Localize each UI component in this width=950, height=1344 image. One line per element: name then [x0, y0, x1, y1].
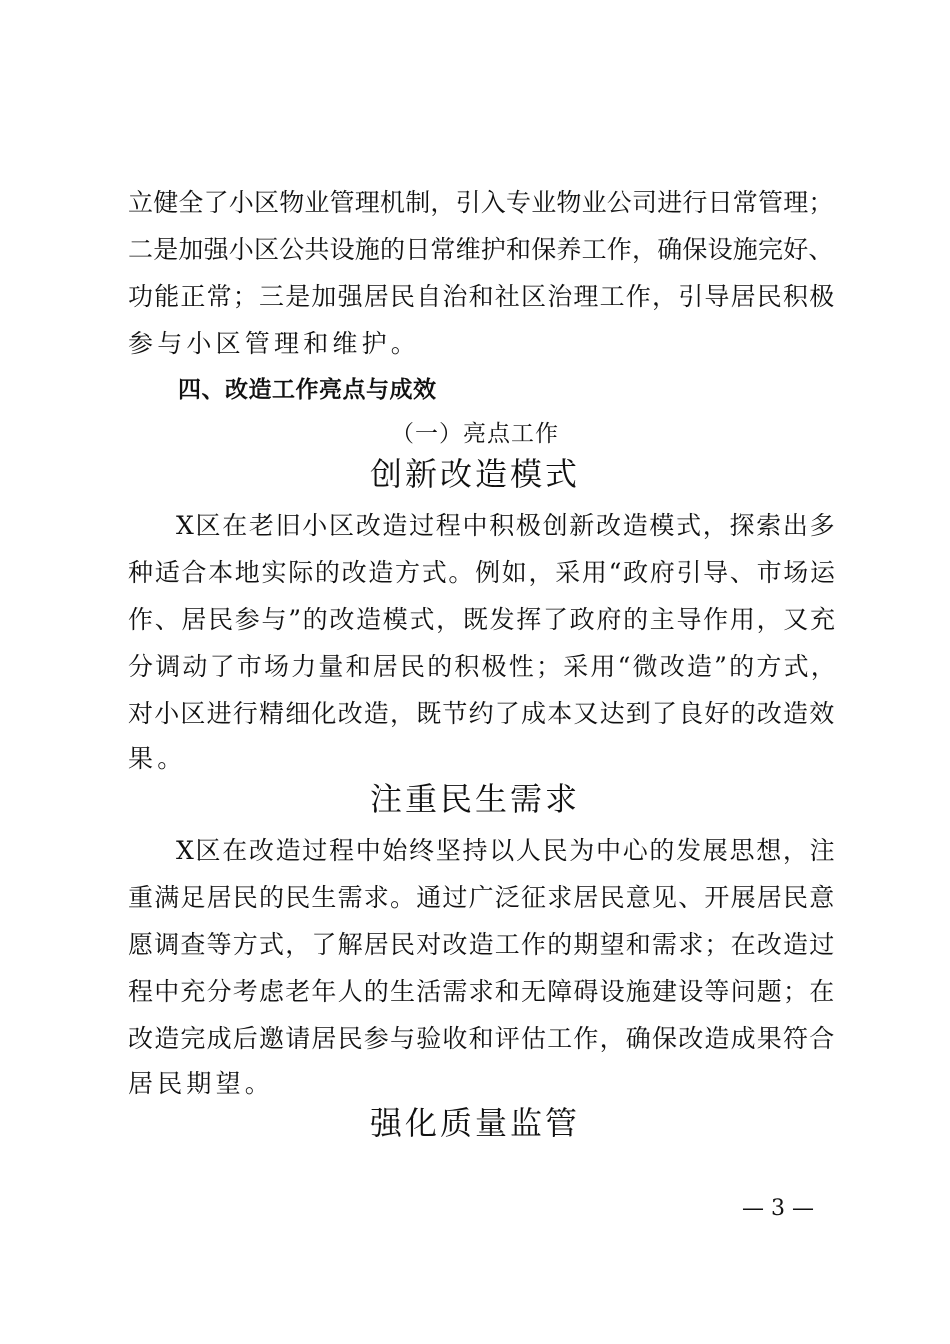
paragraph-line: 立健全了小区物业管理机制，引入专业物业公司进行日常管理；: [128, 188, 834, 217]
page-number: — 3 —: [742, 1196, 814, 1221]
paragraph-line: 改造完成后邀请居民参与验收和评估工作，确保改造成果符合: [128, 1024, 836, 1053]
paragraph-line: 种适合本地实际的改造方式。例如，采用“政府引导、市场运: [128, 558, 837, 587]
block-title: 注重民生需求: [369, 780, 580, 818]
paragraph-line: 程中充分考虑老年人的生活需求和无障碍设施建设等问题；在: [128, 977, 836, 1006]
paragraph-line: 参与小区管理和维护。: [128, 329, 421, 358]
paragraph-line: 重满足居民的民生需求。通过广泛征求居民意见、开展居民意: [128, 883, 836, 912]
paragraph-line: 二是加强小区公共设施的日常维护和保养工作，确保设施完好、: [128, 235, 834, 264]
paragraph-line: X区在老旧小区改造过程中积极创新改造模式，探索出多: [176, 511, 837, 540]
paragraph-line: X区在改造过程中始终坚持以人民为中心的发展思想，注: [176, 836, 837, 865]
paragraph-line: 居民期望。: [128, 1069, 275, 1098]
paragraph-line: 对小区进行精细化改造，既节约了成本又达到了良好的改造效: [128, 699, 836, 728]
paragraph-line: 分调动了市场力量和居民的积极性；采用“微改造”的方式，: [128, 652, 838, 681]
paragraph-line: 作、居民参与”的改造模式，既发挥了政府的主导作用，又充: [128, 605, 837, 634]
paragraph-line: 功能正常；三是加强居民自治和社区治理工作，引导居民积极: [128, 282, 836, 311]
block-title: 创新改造模式: [369, 455, 580, 493]
section-heading: 四、改造工作亮点与成效: [178, 377, 437, 403]
paragraph-line: 果。: [128, 744, 187, 773]
paragraph-line: 愿调查等方式，了解居民对改造工作的期望和需求；在改造过: [128, 930, 836, 959]
subsection-heading: （一）亮点工作: [391, 421, 559, 447]
block-title: 强化质量监管: [369, 1104, 580, 1142]
